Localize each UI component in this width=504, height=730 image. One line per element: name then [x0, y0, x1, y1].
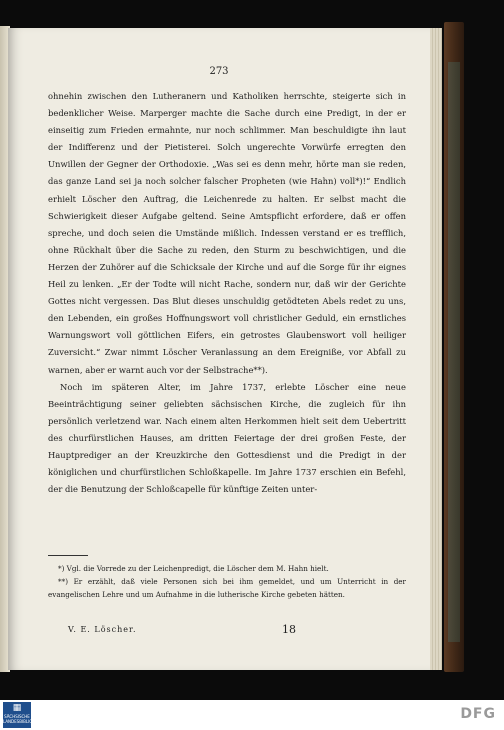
library-logo-icon: ▦ [12, 703, 22, 713]
library-logo-text: SÄCHSISCHE LANDESBIBLIOTHEK [3, 714, 44, 724]
book-page [8, 28, 430, 670]
footnote-rule [48, 555, 88, 556]
paragraph-2: Noch im späteren Alter, im Jahre 1737, erlebte Löscher eine neue Beeinträchtigung seiner geliebten sächsischen Kirche, die zugleich für ihn persönlich verletzend war. Nach einem alten Herkommen hielt seit dem Uebertritt des churfürstlichen Hauses, am dritten Feiertage der drei großen Feste, der Hauptprediger an der Kreuzkirche den Gottesdienst und die Predigt in der königlichen und churfürstlichen Schloßkapelle. Im Jahre 1737 erschien ein Befehl, der die Benutzung der Schloßcapelle für künftige Zeiten unter- [48, 381, 406, 495]
footer-bar [0, 700, 504, 730]
page-number: 273 [209, 66, 229, 77]
signature-mark: V. E. Löscher. [68, 625, 137, 634]
signature-line [48, 625, 406, 639]
book-cover-right [444, 22, 464, 672]
footnote-2: **) Er erzählt, daß viele Personen sich bei ihm gemeldet, und um Unterricht in der evangelischen Lehre und um Aufnahme in die lutherische Kirche gebeten hätten. [48, 577, 406, 599]
body-text [48, 88, 406, 498]
signature-number: 18 [282, 623, 296, 636]
footnotes [48, 562, 406, 601]
footnote-1: *) Vgl. die Vorrede zu der Leichenpredigt, die Löscher dem M. Hahn hielt. [58, 564, 329, 573]
paragraph-1: ohnehin zwischen den Lutheranern und Katholiken herrschte, steigerte sich in bedenklicher Weise. Marperger machte die Sache durch eine Predigt, in der er einseitig zum Frieden ermahnte, nur noch schlimmer. Man beschuldigte ihn laut der Indifferenz und der Pietisterei. Solch ungerechte Vorwürfe erregten den Unwillen der Gegner der Orthodoxie. „Was sei es denn mehr, hörte man sie reden, das ganze Land sei ja noch solcher falscher Propheten (wie Hahn) voll*)!“ Endlich erhielt Löscher den Auftrag, die Leichenrede zu halten. Er selbst macht die Schwierigkeit dieser Aufgabe geltend. Seine Amtspflicht erfordere, daß er offen spreche, und doch seien die Umstände mißlich. Indessen verstand er es trefflich, ohne Rückhalt über die Sache zu reden, den Sturm zu beschwichtigen, und die Herzen der Zuhörer auf die Schicksale der Kirche und auf die Sorge für ihr eignes Heil zu lenken. „Er der Todte will nicht Rache, sondern nur, daß wir der Gerichte Gottes nicht vergessen. Das Blut dieses unschuldig getödteten Abels redet zu uns, den Lebenden, ein großes Hoffnungswort voll christlicher Geduld, ein ernstliches Warnungswort voll göttlichen Eifers, ein getrostes Glaubenswort voll heiliger Zuversicht.“ Zwar nimmt Löscher Veranlassung an dem Ereigniße, vor Abfall zu warnen, aber er warnt auch vor der Selbstrache**). [48, 91, 406, 375]
library-logo[interactable] [3, 702, 44, 728]
dfg-logo[interactable]: DFG [460, 706, 496, 722]
